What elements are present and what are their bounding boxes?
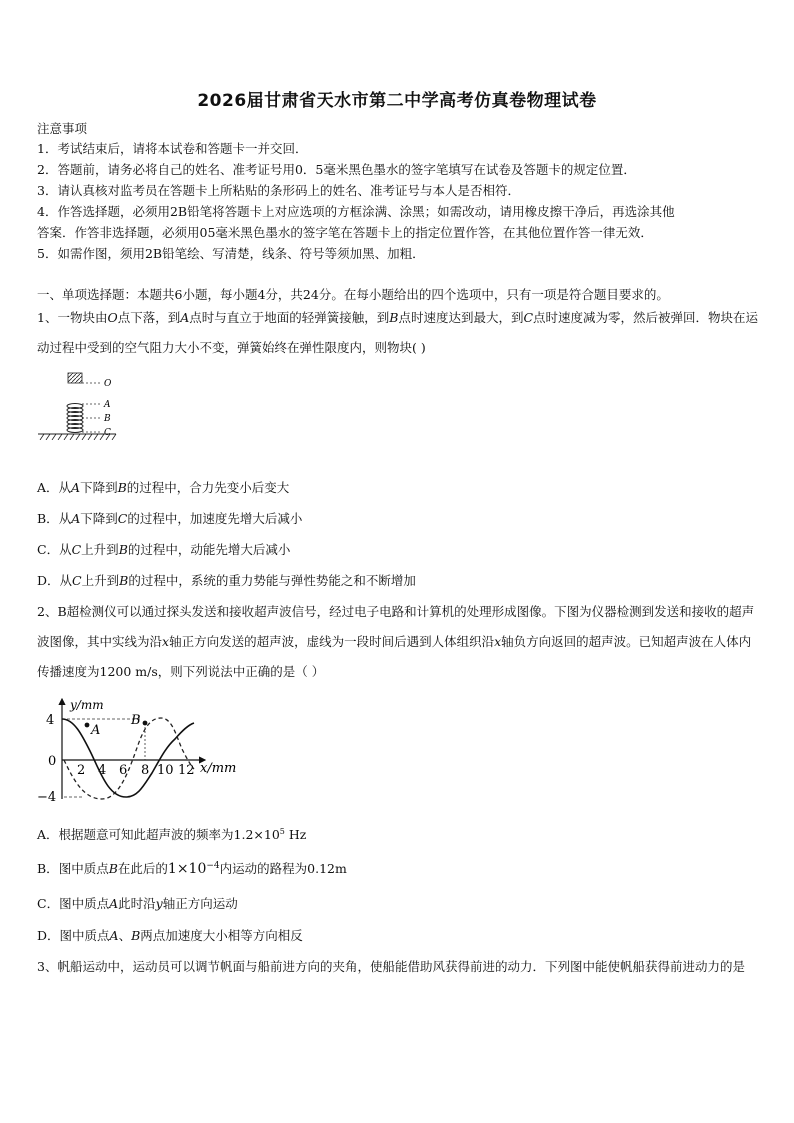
x-axis-label: x/mm bbox=[200, 761, 237, 776]
spring bbox=[67, 404, 83, 433]
point-a-label: A bbox=[91, 723, 101, 738]
x-tick: 2 bbox=[77, 763, 86, 778]
point-a bbox=[85, 723, 90, 728]
page-title: 2026届甘肃省天水市第二中学高考仿真卷物理试卷 bbox=[197, 91, 597, 111]
label-B: B bbox=[104, 414, 111, 424]
block bbox=[68, 373, 82, 383]
x-tick: 8 bbox=[141, 763, 150, 778]
y-axis-label: y/mm bbox=[70, 698, 104, 712]
notice-item: 3．请认真核对监考员在答题卡上所粘贴的条形码上的姓名、准考证号与本人是否相符． bbox=[37, 183, 520, 198]
point-b bbox=[143, 721, 148, 726]
q1-option-d[interactable]: D．从C上升到B的过程中，系统的重力势能与弹性势能之和不断增加 bbox=[37, 573, 416, 588]
q2-option-c[interactable]: C．图中质点A此时沿y轴正方向运动 bbox=[37, 896, 238, 911]
notice-item: 4．作答选择题，必须用2B铅笔将答题卡上对应选项的方框涂满、涂黑；如需改动，请用橡皮擦干净后，再选涂其他 bbox=[37, 204, 675, 219]
q1-option-c[interactable]: C．从C上升到B的过程中，动能先增大后减小 bbox=[37, 542, 291, 557]
notice-item: 5．如需作图，须用2B铅笔绘、写清楚，线条、符号等须加黑、加粗． bbox=[37, 246, 425, 261]
question-3-stem: 3、帆船运动中，运动员可以调节帆面与船前进方向的夹角，使船能借助风获得前进的动力．下列图中能使帆船获得前进动力的是 bbox=[37, 959, 745, 974]
notice-item: 1．考试结束后，请将本试卷和答题卡一并交回． bbox=[37, 141, 308, 156]
wave-graph bbox=[30, 695, 250, 805]
x-tick: 4 bbox=[98, 763, 107, 778]
y-tick: 4 bbox=[46, 713, 55, 728]
question-2-stem: 2、B超检测仪可以通过探头发送和接收超声波信号，经过电子电路和计算机的处理形成图像。下图为仪器检测到发送和接收的超声波图像，其中实线为沿x轴正方向发送的超声波，虚线为一段时间后遇到人体组织沿x轴负方向返回的超声波。已知超声波在人体内传播速度为1200 m/s，则下列说法中正确的是（ ） bbox=[37, 604, 755, 679]
label-O: O bbox=[104, 379, 112, 389]
notice-item: 2．答题前，请务必将自己的姓名、准考证号用0．5毫米黑色墨水的签字笔填写在试卷及答题卡的规定位置． bbox=[37, 162, 636, 177]
x-tick: 6 bbox=[119, 763, 128, 778]
label-A: A bbox=[104, 400, 111, 410]
q2-option-a[interactable]: A．根据题意可知此超声波的频率为$1.2\times 10^5$ Hz bbox=[37, 827, 307, 843]
x-tick: 10 bbox=[157, 763, 174, 778]
point-b-label: B bbox=[131, 713, 141, 728]
notice-item: 答案．作答非选择题，必须用05毫米黑色墨水的签字笔在答题卡上的指定位置作答，在其他位置作答一律无效． bbox=[37, 225, 653, 240]
x-tick: 12 bbox=[178, 763, 195, 778]
section-heading: 一、单项选择题：本题共6小题，每小题4分，共24分。在每小题给出的四个选项中，只有一项是符合题目要求的。 bbox=[37, 287, 669, 302]
y-tick: −4 bbox=[37, 790, 57, 805]
label-C: C bbox=[104, 428, 111, 438]
spring-figure bbox=[36, 370, 120, 440]
q1-option-b[interactable]: B．从A下降到C的过程中，加速度先增大后减小 bbox=[37, 511, 303, 526]
returned-wave-dashed bbox=[64, 718, 194, 799]
notice-heading: 注意事项 bbox=[37, 121, 88, 136]
q2-option-d[interactable]: D．图中质点A、B两点加速度大小相等方向相反 bbox=[37, 928, 303, 943]
question-1-stem: 1、一物块由O点下落，到A点时与直立于地面的轻弹簧接触，到B点时速度达到最大，到C点时速度减为零，然后被弹回．物块在运动过程中受到的空气阻力大小不变，弹簧始终在弹性限度内，则物块( ) bbox=[37, 310, 759, 355]
y-tick: 0 bbox=[48, 754, 57, 769]
q1-option-a[interactable]: A．从A下降到B的过程中，合力先变小后变大 bbox=[37, 480, 290, 495]
q2-option-b[interactable]: B．图中质点B在此后的$1\times 10^{-4}$内运动的路程为0.12m bbox=[37, 861, 347, 878]
